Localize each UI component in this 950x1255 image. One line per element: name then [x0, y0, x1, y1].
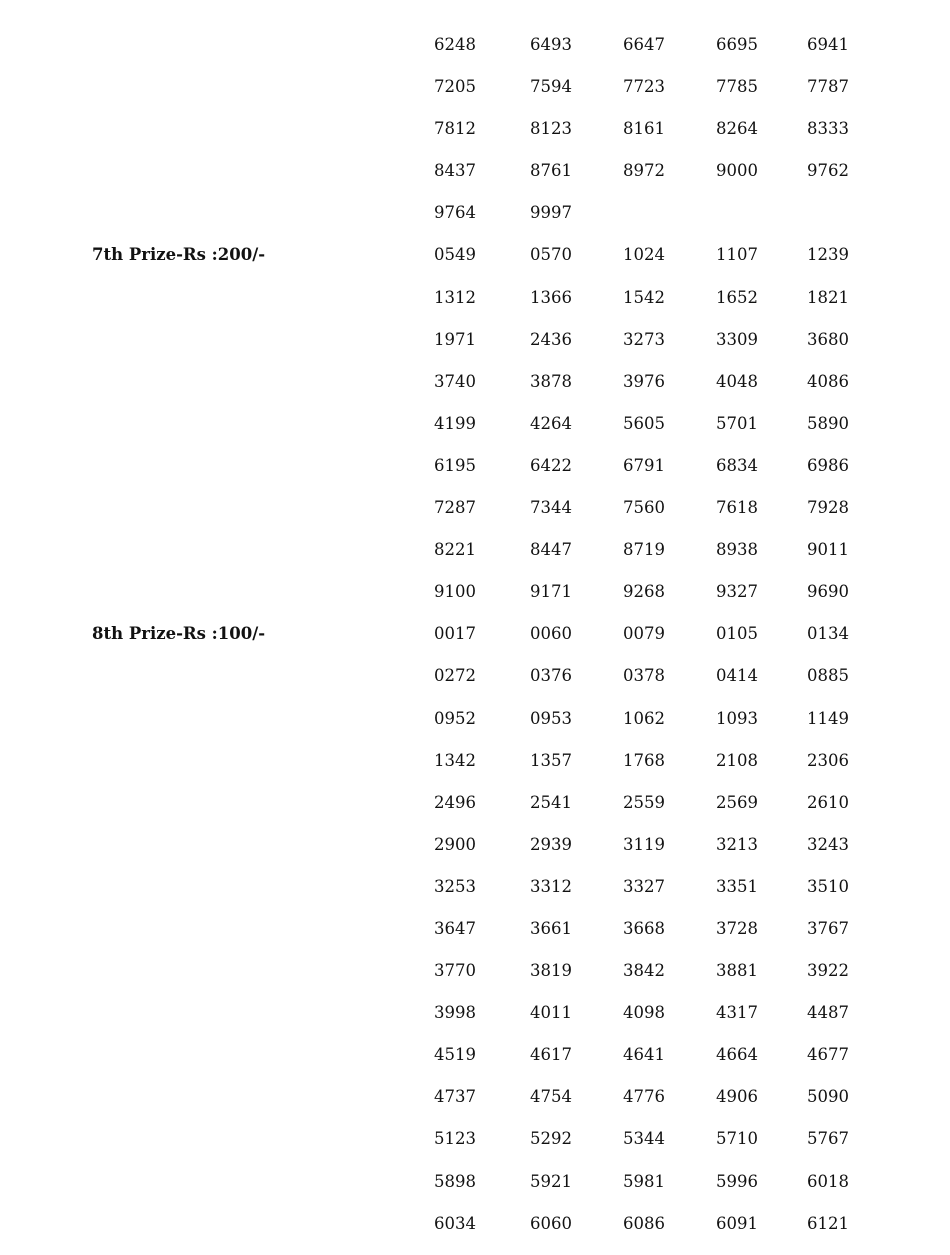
ticket-number: 3842: [623, 961, 665, 981]
ticket-number: 0549: [434, 245, 476, 265]
ticket-number: 0952: [434, 708, 476, 728]
ticket-number: 6695: [716, 35, 758, 54]
ticket-number: 4677: [807, 1045, 849, 1065]
result-row: [0, 571, 950, 613]
ticket-number: 6422: [530, 455, 572, 475]
ticket-number: 4317: [716, 1003, 758, 1023]
ticket-number: 4641: [623, 1045, 665, 1065]
ticket-number: 3680: [807, 329, 849, 349]
ticket-number: 5090: [807, 1087, 849, 1107]
ticket-number: 1652: [716, 287, 758, 307]
ticket-number: 8972: [623, 161, 665, 181]
ticket-number: 7812: [434, 119, 476, 139]
ticket-number: 2496: [434, 792, 476, 812]
ticket-number: 2900: [434, 834, 476, 854]
ticket-number: 7287: [434, 498, 476, 518]
prize-category-label: 8th Prize-Rs :100/-: [92, 624, 266, 644]
ticket-number: 3767: [807, 918, 849, 938]
ticket-number: 9268: [623, 582, 665, 602]
result-row: [0, 655, 950, 697]
result-row: [0, 234, 950, 276]
ticket-number: 0134: [807, 624, 849, 644]
ticket-number: 1093: [716, 708, 758, 728]
ticket-number: 7787: [807, 77, 849, 97]
ticket-number: 6248: [434, 35, 476, 54]
ticket-number: 7723: [623, 77, 665, 97]
result-row: [0, 108, 950, 150]
ticket-number: 3922: [807, 961, 849, 981]
result-row: [0, 698, 950, 740]
ticket-number: 0105: [716, 624, 758, 644]
ticket-number: 6834: [716, 455, 758, 475]
result-row: [0, 992, 950, 1034]
ticket-number: 4086: [807, 371, 849, 391]
ticket-number: 6941: [807, 35, 849, 54]
ticket-number: 5996: [716, 1171, 758, 1191]
ticket-number: 8264: [716, 119, 758, 139]
ticket-number: 8333: [807, 119, 849, 139]
result-row: [0, 529, 950, 571]
ticket-number: 1768: [623, 750, 665, 770]
ticket-number: 1239: [807, 245, 849, 265]
result-row: [0, 782, 950, 824]
ticket-number: 3351: [716, 876, 758, 896]
ticket-number: 1107: [716, 245, 758, 265]
ticket-number: 3327: [623, 876, 665, 896]
ticket-number: 3661: [530, 918, 572, 938]
ticket-number: 4048: [716, 371, 758, 391]
ticket-number: 0272: [434, 666, 476, 686]
ticket-number: 9327: [716, 582, 758, 602]
ticket-number: 2559: [623, 792, 665, 812]
ticket-number: 6791: [623, 455, 665, 475]
prize-results-list: [0, 24, 950, 1245]
ticket-number: 6018: [807, 1171, 849, 1191]
ticket-number: 3243: [807, 834, 849, 854]
result-row: [0, 403, 950, 445]
ticket-number: 6060: [530, 1213, 572, 1233]
result-row: [0, 1034, 950, 1076]
ticket-number: 6086: [623, 1213, 665, 1233]
ticket-number: 6195: [434, 455, 476, 475]
ticket-number: 8719: [623, 540, 665, 560]
ticket-number: 7928: [807, 498, 849, 518]
ticket-number: 7785: [716, 77, 758, 97]
ticket-number: 5981: [623, 1171, 665, 1191]
ticket-number: 4519: [434, 1045, 476, 1065]
ticket-number: 9997: [530, 203, 572, 223]
result-row: [0, 866, 950, 908]
ticket-number: 4264: [530, 413, 572, 433]
ticket-number: 9011: [807, 540, 849, 560]
ticket-number: 3976: [623, 371, 665, 391]
ticket-number: 0378: [623, 666, 665, 686]
ticket-number: 2610: [807, 792, 849, 812]
ticket-number: 4776: [623, 1087, 665, 1107]
result-row: [0, 192, 950, 234]
result-row: [0, 319, 950, 361]
ticket-number: 4011: [530, 1003, 572, 1023]
ticket-number: 4617: [530, 1045, 572, 1065]
ticket-number: 2541: [530, 792, 572, 812]
result-row: [0, 1076, 950, 1118]
ticket-number: 5898: [434, 1171, 476, 1191]
ticket-number: 9690: [807, 582, 849, 602]
ticket-number: 7594: [530, 77, 572, 97]
result-row: [0, 487, 950, 529]
ticket-number: 4754: [530, 1087, 572, 1107]
ticket-number: 1542: [623, 287, 665, 307]
ticket-number: 9100: [434, 582, 476, 602]
result-row: [0, 740, 950, 782]
ticket-number: 3309: [716, 329, 758, 349]
ticket-number: 8938: [716, 540, 758, 560]
ticket-number: 2306: [807, 750, 849, 770]
ticket-number: 9762: [807, 161, 849, 181]
ticket-number: 1821: [807, 287, 849, 307]
ticket-number: 8437: [434, 161, 476, 181]
ticket-number: 1971: [434, 329, 476, 349]
ticket-number: 4487: [807, 1003, 849, 1023]
result-row: [0, 277, 950, 319]
ticket-number: 3668: [623, 918, 665, 938]
ticket-number: 2939: [530, 834, 572, 854]
ticket-number: 8123: [530, 119, 572, 139]
ticket-number: 7618: [716, 498, 758, 518]
ticket-number: 2436: [530, 329, 572, 349]
ticket-number: 0079: [623, 624, 665, 644]
ticket-number: 6121: [807, 1213, 849, 1233]
ticket-number: 0414: [716, 666, 758, 686]
ticket-number: 3819: [530, 961, 572, 981]
ticket-number: 7560: [623, 498, 665, 518]
ticket-number: 4664: [716, 1045, 758, 1065]
ticket-number: 6091: [716, 1213, 758, 1233]
ticket-number: 0953: [530, 708, 572, 728]
result-row: [0, 1203, 950, 1245]
result-row: [0, 361, 950, 403]
ticket-number: 4737: [434, 1087, 476, 1107]
ticket-number: 9171: [530, 582, 572, 602]
ticket-number: 1366: [530, 287, 572, 307]
ticket-number: 3728: [716, 918, 758, 938]
ticket-number: 2569: [716, 792, 758, 812]
ticket-number: 6986: [807, 455, 849, 475]
result-row: [0, 150, 950, 192]
ticket-number: 3119: [623, 834, 665, 854]
prize-category-label: 7th Prize-Rs :200/-: [92, 245, 266, 265]
ticket-number: 8447: [530, 540, 572, 560]
ticket-number: 1357: [530, 750, 572, 770]
result-row: [0, 445, 950, 487]
ticket-number: 8761: [530, 161, 572, 181]
ticket-number: 5344: [623, 1129, 665, 1149]
ticket-number: 3273: [623, 329, 665, 349]
ticket-number: 3647: [434, 918, 476, 938]
ticket-number: 9764: [434, 203, 476, 223]
ticket-number: 0017: [434, 624, 476, 644]
result-row: [0, 24, 950, 66]
ticket-number: 0376: [530, 666, 572, 686]
ticket-number: 7344: [530, 498, 572, 518]
result-row: [0, 1118, 950, 1160]
ticket-number: 3878: [530, 371, 572, 391]
ticket-number: 3881: [716, 961, 758, 981]
ticket-number: 0570: [530, 245, 572, 265]
ticket-number: 0060: [530, 624, 572, 644]
ticket-number: 8221: [434, 540, 476, 560]
ticket-number: 9000: [716, 161, 758, 181]
ticket-number: 8161: [623, 119, 665, 139]
ticket-number: 3740: [434, 371, 476, 391]
ticket-number: 0885: [807, 666, 849, 686]
ticket-number: 3213: [716, 834, 758, 854]
ticket-number: 4906: [716, 1087, 758, 1107]
ticket-number: 5292: [530, 1129, 572, 1149]
ticket-number: 3253: [434, 876, 476, 896]
result-row: [0, 613, 950, 655]
ticket-number: 3312: [530, 876, 572, 896]
ticket-number: 7205: [434, 77, 476, 97]
result-row: [0, 66, 950, 108]
result-row: [0, 824, 950, 866]
result-row: [0, 1161, 950, 1203]
ticket-number: 1024: [623, 245, 665, 265]
ticket-number: 6493: [530, 35, 572, 54]
ticket-number: 3998: [434, 1003, 476, 1023]
ticket-number: 5701: [716, 413, 758, 433]
ticket-number: 6034: [434, 1213, 476, 1233]
ticket-number: 4098: [623, 1003, 665, 1023]
ticket-number: 1062: [623, 708, 665, 728]
ticket-number: 1342: [434, 750, 476, 770]
ticket-number: 5890: [807, 413, 849, 433]
result-row: [0, 950, 950, 992]
ticket-number: 2108: [716, 750, 758, 770]
ticket-number: 6647: [623, 35, 665, 54]
ticket-number: 5123: [434, 1129, 476, 1149]
ticket-number: 5605: [623, 413, 665, 433]
ticket-number: 3770: [434, 961, 476, 981]
ticket-number: 4199: [434, 413, 476, 433]
ticket-number: 5710: [716, 1129, 758, 1149]
ticket-number: 1312: [434, 287, 476, 307]
ticket-number: 5767: [807, 1129, 849, 1149]
result-row: [0, 908, 950, 950]
ticket-number: 1149: [807, 708, 849, 728]
ticket-number: 3510: [807, 876, 849, 896]
ticket-number: 5921: [530, 1171, 572, 1191]
